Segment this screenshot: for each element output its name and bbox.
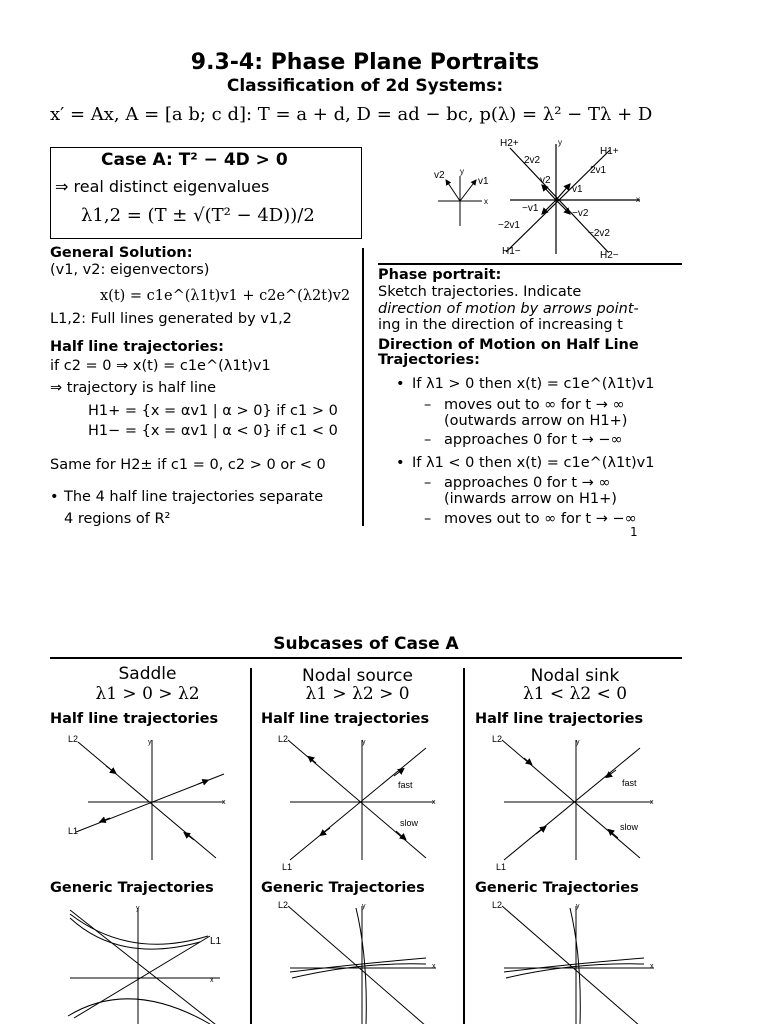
dash-1a: – <box>424 397 432 413</box>
dir-bullet-1c: approaches 0 for t → −∞ <box>444 432 623 448</box>
source-generic-heading: Generic Trajectories <box>261 880 425 896</box>
sink-x: x <box>650 799 654 806</box>
bullet-dot-left: • <box>50 489 59 505</box>
source-l2: L2 <box>278 734 289 744</box>
sink-l1: L1 <box>496 862 507 870</box>
eigenvector-note: (v1, v2: eigenvectors) <box>50 262 210 278</box>
dir-bullet-1: If λ1 > 0 then x(t) = c1e^(λ1t)v1 <box>412 376 655 392</box>
minus-two-v1-label: −2v1 <box>498 220 520 231</box>
source-half-line-plot <box>276 730 446 870</box>
dash-2c: – <box>424 511 432 527</box>
saddle-generic-heading: Generic Trajectories <box>50 880 214 896</box>
h2-minus-label: H2− <box>600 250 619 261</box>
h1-minus-def: H1− = {x = αv1 | α < 0} if c1 < 0 <box>88 423 338 439</box>
sink-condition: λ1 < λ2 < 0 <box>522 684 628 704</box>
sink-generic-x: x <box>650 963 654 970</box>
dir-bullet-1b: (outwards arrow on H1+) <box>444 413 628 429</box>
saddle-generic-x: x <box>210 977 214 984</box>
bullet-dot-2: • <box>396 455 405 471</box>
bullet-regions-1: The 4 half line trajectories separate <box>64 489 324 505</box>
sink-fast: fast <box>622 778 637 788</box>
bullet-dot-1: • <box>396 376 405 392</box>
saddle-condition: λ1 > 0 > λ2 <box>95 684 200 704</box>
full-lines-note: L1,2: Full lines generated by v1,2 <box>50 311 292 327</box>
h1-plus-def: H1+ = {x = αv1 | α > 0} if c1 > 0 <box>88 403 338 419</box>
v2-label: v2 <box>540 175 551 186</box>
dir-bullet-2a: approaches 0 for t → ∞ <box>444 475 611 491</box>
source-generic-y: y <box>362 903 366 910</box>
big-x-label: x <box>636 195 640 204</box>
dash-2a: – <box>424 475 432 491</box>
small-v1-label: v1 <box>478 176 489 187</box>
half-line-line2: ⇒ trajectory is half line <box>50 380 217 396</box>
same-h2-note: Same for H2± if c1 = 0, c2 > 0 or < 0 <box>50 457 326 473</box>
sink-title: Nodal sink <box>530 666 620 686</box>
source-fast: fast <box>398 780 413 790</box>
saddle-generic-y: y <box>136 905 140 912</box>
small-eigenvector-plot <box>438 176 482 226</box>
small-x-label: x <box>484 197 488 206</box>
direction-heading-1: Direction of Motion on Half Line <box>378 337 639 353</box>
case-a-heading: Case A: T² − 4D > 0 <box>101 150 288 170</box>
saddle-generic-l1: L1 <box>210 936 222 947</box>
dir-bullet-1a: moves out to ∞ for t → ∞ <box>444 397 625 413</box>
minus-v1-label: −v1 <box>522 203 539 214</box>
h1-plus-label: H1+ <box>600 146 619 157</box>
sink-generic-l2: L2 <box>492 900 503 910</box>
source-condition: λ1 > λ2 > 0 <box>305 684 410 704</box>
minus-two-v2-label: −2v2 <box>588 228 610 239</box>
saddle-generic-plot <box>60 898 240 1024</box>
page-number: 1 <box>630 525 638 539</box>
sink-half-line-plot <box>490 730 665 870</box>
right-rule <box>378 263 682 265</box>
h2-plus-label: H2+ <box>500 138 519 149</box>
saddle-half-line-plot <box>66 730 236 870</box>
system-formula: x′ = Ax, A = [a b; c d]: T = a + d, D = ad − bc, p(λ) = λ² − Tλ + D <box>50 104 653 125</box>
phase-portrait-heading: Phase portrait: <box>378 267 502 283</box>
minus-v2-label: −v2 <box>572 208 589 219</box>
sink-generic-plot <box>490 898 666 1024</box>
source-y: y <box>362 739 366 746</box>
page-title: 9.3-4: Phase Plane Portraits <box>190 50 540 75</box>
eigenvector-diagram <box>430 136 690 262</box>
sink-slow: slow <box>620 822 639 832</box>
source-slow: slow <box>400 818 419 828</box>
source-generic-plot <box>276 898 452 1024</box>
small-v2-label: v2 <box>434 170 445 181</box>
sink-generic-heading: Generic Trajectories <box>475 880 639 896</box>
source-l1: L1 <box>282 862 293 870</box>
sink-half-heading: Half line trajectories <box>475 711 644 727</box>
case-a-box <box>50 147 362 239</box>
half-line-line1: if c2 = 0 ⇒ x(t) = c1e^(λ1t)v1 <box>50 358 271 374</box>
phase-line2: direction of motion by arrows point- <box>378 301 639 317</box>
dir-bullet-2b: (inwards arrow on H1+) <box>444 491 617 507</box>
bullet-regions-2: 4 regions of R² <box>64 511 171 527</box>
saddle-x: x <box>222 799 226 806</box>
source-x: x <box>432 799 436 806</box>
case-a-eigenvalues: λ1,2 = (T ± √(T² − 4D))/2 <box>81 205 315 226</box>
saddle-l1: L1 <box>68 826 79 836</box>
saddle-y: y <box>148 739 152 746</box>
sink-generic-y: y <box>576 903 580 910</box>
v1-label: v1 <box>572 184 583 195</box>
saddle-l2: L2 <box>68 734 79 744</box>
big-y-label: y <box>558 138 562 147</box>
dir-bullet-2: If λ1 < 0 then x(t) = c1e^(λ1t)v1 <box>412 455 655 471</box>
subcases-heading: Subcases of Case A <box>273 634 459 654</box>
subcase-divider-1 <box>250 668 252 1024</box>
two-v2-label: 2v2 <box>524 155 541 166</box>
general-solution-heading: General Solution: <box>50 245 193 261</box>
dir-bullet-2c: moves out to ∞ for t → −∞ <box>444 511 637 527</box>
dash-1c: – <box>424 432 432 448</box>
source-title: Nodal source <box>302 666 413 686</box>
page-subtitle: Classification of 2d Systems: <box>226 76 504 96</box>
source-half-heading: Half line trajectories <box>261 711 430 727</box>
general-solution-formula: x(t) = c1e^(λ1t)v1 + c2e^(λ2t)v2 <box>100 288 351 304</box>
direction-heading-2: Trajectories: <box>378 352 480 368</box>
case-a-line2: ⇒ real distinct eigenvalues <box>55 177 270 196</box>
source-generic-l2: L2 <box>278 900 289 910</box>
saddle-half-heading: Half line trajectories <box>50 711 219 727</box>
subcase-divider-2 <box>463 668 465 1024</box>
half-line-heading: Half line trajectories: <box>50 339 224 355</box>
column-divider <box>362 248 364 526</box>
phase-line3: ing in the direction of increasing t <box>378 317 623 333</box>
sink-l2: L2 <box>492 734 503 744</box>
sink-y: y <box>576 739 580 746</box>
saddle-title: Saddle <box>118 664 177 684</box>
small-y-label: y <box>460 167 464 176</box>
phase-line1: Sketch trajectories. Indicate <box>378 284 582 300</box>
subcases-rule <box>50 657 682 659</box>
h1-minus-label: H1− <box>502 246 521 257</box>
two-v1-label: 2v1 <box>590 165 607 176</box>
source-generic-x: x <box>432 963 436 970</box>
